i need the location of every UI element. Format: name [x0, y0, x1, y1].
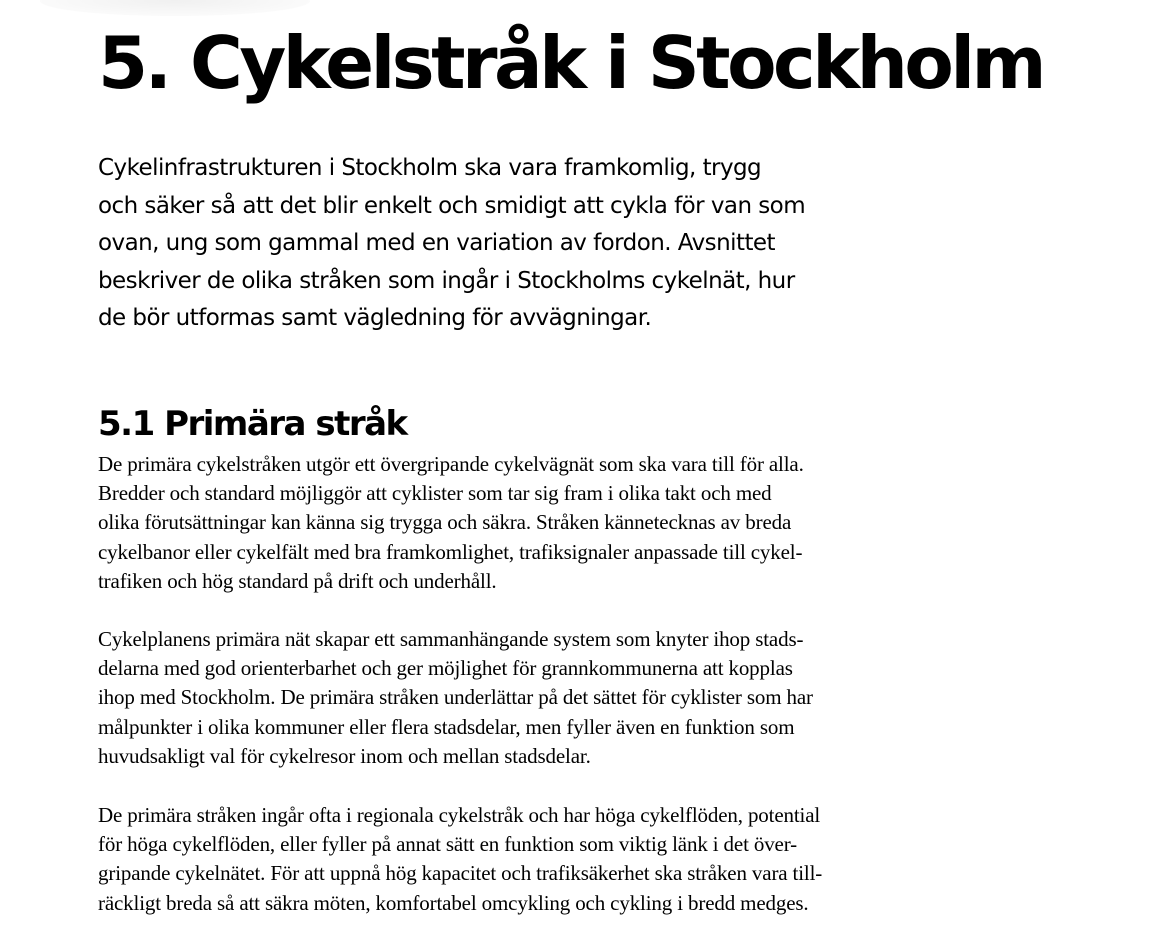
page-title: 5. Cykelstråk i Stockholm	[98, 21, 1044, 105]
body-line: olika förutsättningar kan känna sig trygga och säkra. Stråken kännetecknas av breda	[98, 510, 792, 535]
body-line: för höga cykelflöden, eller fyller på annat sätt en funktion som viktig länk i det över-	[98, 832, 797, 857]
body-line: De primära cykelstråken utgör ett övergripande cykelvägnät som ska vara till för alla.	[98, 452, 804, 476]
body-paragraph	[98, 801, 958, 918]
lead-line: de bör utformas samt vägledning för avvägningar.	[98, 305, 652, 331]
lead-line: ovan, ung som gammal med en variation av fordon. Avsnittet	[98, 230, 775, 256]
body-line: Cykelplanens primära nät skapar ett sammanhängande system som knyter ihop stads-	[98, 627, 804, 651]
body-line: målpunkter i olika kommuner eller flera stadsdelar, men fyller även en funktion som	[98, 714, 795, 739]
lead-line: beskriver de olika stråken som ingår i Stockholms cykelnät, hur	[98, 267, 795, 294]
lead-line: och säker så att det blir enkelt och smidigt att cykla för van som	[98, 192, 806, 219]
body-paragraph	[98, 450, 958, 596]
body-line: delarna med god orienterbarhet och ger möjlighet för grannkommunerna att kopplas	[98, 656, 793, 681]
body-line: trafiken och hög standard på drift och underhåll.	[98, 568, 497, 593]
body-line: Bredder och standard möjliggör att cyklister som tar sig fram i olika takt och med	[98, 481, 772, 506]
body-line: räckligt breda så att säkra möten, komfortabel omcykling och cykling i bredd medges.	[98, 890, 809, 915]
page-edge-shadow	[40, 0, 310, 16]
body-line: gripande cykelnätet. För att uppnå hög kapacitet och trafiksäkerhet ska stråken vara till-	[98, 861, 823, 886]
lead-paragraph	[98, 150, 918, 338]
body-line: ihop med Stockholm. De primära stråken underlättar på det sättet för cyklister som har	[98, 685, 813, 710]
section-heading: 5.1 Primära stråk	[98, 404, 407, 444]
body-line: huvudsakligt val för cykelresor inom och mellan stadsdelar.	[98, 743, 591, 768]
body-line: De primära stråken ingår ofta i regionala cykelstråk och har höga cykelflöden, potential	[98, 803, 821, 827]
body-paragraph	[98, 625, 958, 771]
body-line: cykelbanor eller cykelfält med bra framkomlighet, trafiksignaler anpassade till cykel-	[98, 539, 803, 564]
lead-line: Cykelinfrastrukturen i Stockholm ska vara framkomlig, trygg	[98, 155, 762, 181]
